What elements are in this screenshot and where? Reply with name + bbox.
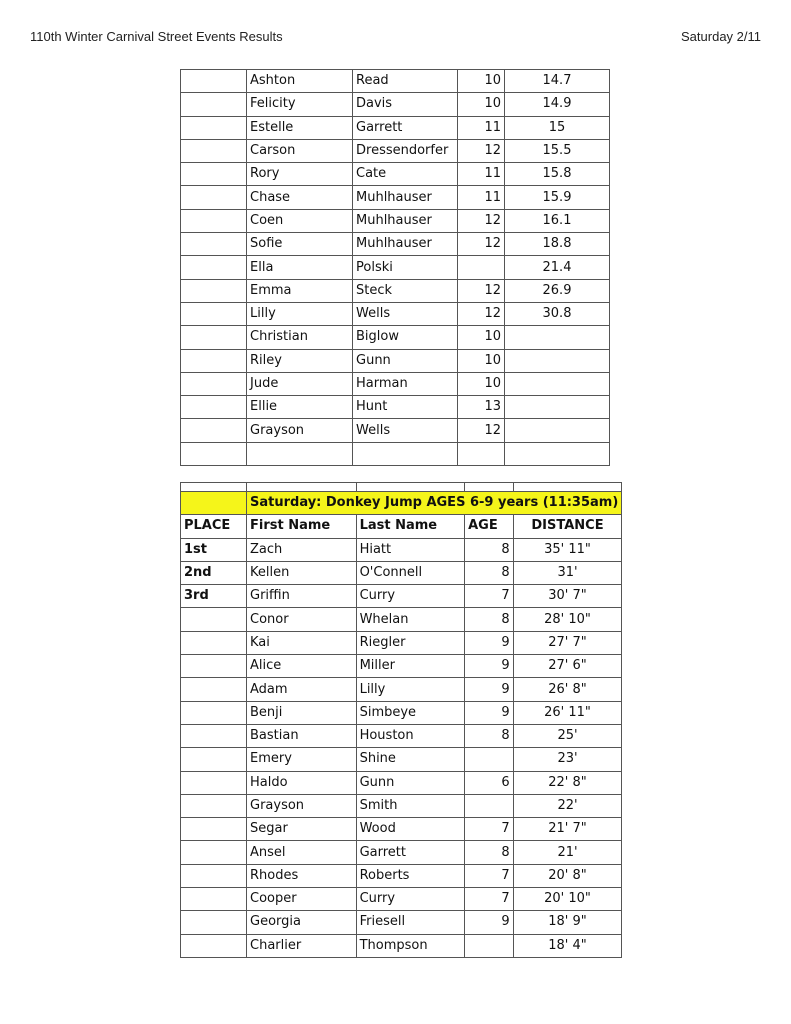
cell-result: 14.7 bbox=[505, 70, 610, 93]
cell-age bbox=[465, 794, 514, 817]
cell-first-name: Grayson bbox=[247, 794, 357, 817]
cell-age: 8 bbox=[465, 841, 514, 864]
cell-place bbox=[181, 748, 247, 771]
cell-place: 1st bbox=[181, 538, 247, 561]
cell-age: 9 bbox=[465, 678, 514, 701]
cell-last-name: Garrett bbox=[353, 116, 458, 139]
cell-last-name bbox=[353, 442, 458, 465]
cell-first-name: Haldo bbox=[247, 771, 357, 794]
cell-age bbox=[458, 256, 505, 279]
cell-result: 21' 7" bbox=[513, 818, 622, 841]
cell-first-name: Rhodes bbox=[247, 864, 357, 887]
cell-result: 25' bbox=[513, 724, 622, 747]
cell-first-name: Ashton bbox=[247, 70, 353, 93]
cell-result bbox=[505, 349, 610, 372]
cell-first-name: Cooper bbox=[247, 888, 357, 911]
cell-age: 11 bbox=[458, 163, 505, 186]
cell-age: 12 bbox=[458, 233, 505, 256]
cell-age: 10 bbox=[458, 349, 505, 372]
cell-result: 16.1 bbox=[505, 209, 610, 232]
table-row bbox=[181, 818, 622, 841]
cell-first-name bbox=[247, 442, 353, 465]
cell-first-name: Georgia bbox=[247, 911, 357, 934]
cell-age: 7 bbox=[465, 818, 514, 841]
cell-age: 8 bbox=[465, 608, 514, 631]
cell-age bbox=[458, 442, 505, 465]
cell-place bbox=[181, 163, 247, 186]
cell-last-name: Gunn bbox=[356, 771, 465, 794]
cell-result: 27' 7" bbox=[513, 631, 622, 654]
cell-result: 30' 7" bbox=[513, 585, 622, 608]
table-row bbox=[181, 116, 610, 139]
cell-age: 6 bbox=[465, 771, 514, 794]
table-row bbox=[181, 302, 610, 325]
column-header-place: PLACE bbox=[181, 515, 247, 538]
table-row bbox=[181, 794, 622, 817]
cell-result bbox=[505, 372, 610, 395]
table-row bbox=[181, 279, 610, 302]
cell-result bbox=[505, 396, 610, 419]
cell-place bbox=[181, 396, 247, 419]
cell-last-name: Hunt bbox=[353, 396, 458, 419]
cell-place bbox=[181, 186, 247, 209]
cell-result: 26' 11" bbox=[513, 701, 622, 724]
cell-last-name: Muhlhauser bbox=[353, 233, 458, 256]
spacer-row bbox=[181, 483, 622, 492]
results-table-donkey-jump bbox=[180, 482, 622, 958]
cell-first-name: Estelle bbox=[247, 116, 353, 139]
cell-age: 12 bbox=[458, 419, 505, 442]
cell-first-name: Ansel bbox=[247, 841, 357, 864]
table-row bbox=[181, 841, 622, 864]
cell-last-name: Wells bbox=[353, 302, 458, 325]
cell-place bbox=[181, 93, 247, 116]
cell-place bbox=[181, 116, 247, 139]
column-header-row bbox=[181, 515, 622, 538]
cell-result: 20' 8" bbox=[513, 864, 622, 887]
table-row bbox=[181, 70, 610, 93]
cell-place bbox=[181, 209, 247, 232]
cell-age: 12 bbox=[458, 139, 505, 162]
cell-result: 18' 4" bbox=[513, 934, 622, 957]
cell-last-name: Whelan bbox=[356, 608, 465, 631]
cell-place bbox=[181, 888, 247, 911]
cell-first-name: Chase bbox=[247, 186, 353, 209]
cell-place bbox=[181, 419, 247, 442]
table-row bbox=[181, 209, 610, 232]
cell-age: 9 bbox=[465, 631, 514, 654]
cell-first-name: Sofie bbox=[247, 233, 353, 256]
column-header-first-name: First Name bbox=[247, 515, 357, 538]
cell-age: 12 bbox=[458, 279, 505, 302]
cell-first-name: Christian bbox=[247, 326, 353, 349]
cell-last-name: Garrett bbox=[356, 841, 465, 864]
cell-place bbox=[181, 256, 247, 279]
cell-age: 7 bbox=[465, 888, 514, 911]
cell-first-name: Grayson bbox=[247, 419, 353, 442]
cell-last-name: Friesell bbox=[356, 911, 465, 934]
cell-last-name: Steck bbox=[353, 279, 458, 302]
table-row bbox=[181, 678, 622, 701]
cell-first-name: Riley bbox=[247, 349, 353, 372]
cell-result: 26.9 bbox=[505, 279, 610, 302]
cell-first-name: Bastian bbox=[247, 724, 357, 747]
cell-first-name: Griffin bbox=[247, 585, 357, 608]
cell-first-name: Benji bbox=[247, 701, 357, 724]
document-date: Saturday 2/11 bbox=[681, 29, 761, 44]
cell-age: 7 bbox=[465, 864, 514, 887]
cell-result bbox=[505, 419, 610, 442]
cell-place bbox=[181, 631, 247, 654]
cell-result: 22' 8" bbox=[513, 771, 622, 794]
cell-place bbox=[181, 233, 247, 256]
cell-result: 15.9 bbox=[505, 186, 610, 209]
table-row bbox=[181, 911, 622, 934]
cell-last-name: Riegler bbox=[356, 631, 465, 654]
cell-age: 11 bbox=[458, 186, 505, 209]
cell-first-name: Kai bbox=[247, 631, 357, 654]
table-row bbox=[181, 93, 610, 116]
cell-result: 27' 6" bbox=[513, 655, 622, 678]
cell-first-name: Kellen bbox=[247, 561, 357, 584]
cell-age bbox=[465, 748, 514, 771]
cell-age: 12 bbox=[458, 209, 505, 232]
cell-result: 15.5 bbox=[505, 139, 610, 162]
cell-result: 21.4 bbox=[505, 256, 610, 279]
cell-place bbox=[181, 302, 247, 325]
cell-last-name: Smith bbox=[356, 794, 465, 817]
cell-place: 2nd bbox=[181, 561, 247, 584]
cell-last-name: O'Connell bbox=[356, 561, 465, 584]
cell-last-name: Biglow bbox=[353, 326, 458, 349]
cell-place bbox=[181, 841, 247, 864]
table-row bbox=[181, 724, 622, 747]
table-row bbox=[181, 186, 610, 209]
cell-last-name: Miller bbox=[356, 655, 465, 678]
cell-place bbox=[181, 818, 247, 841]
table-row bbox=[181, 419, 610, 442]
cell-last-name: Wells bbox=[353, 419, 458, 442]
cell-place bbox=[181, 934, 247, 957]
cell-place: 3rd bbox=[181, 585, 247, 608]
cell-first-name: Alice bbox=[247, 655, 357, 678]
table-row bbox=[181, 442, 610, 465]
cell-result bbox=[505, 326, 610, 349]
table-row bbox=[181, 538, 622, 561]
table-row bbox=[181, 163, 610, 186]
cell-result: 21' bbox=[513, 841, 622, 864]
table-row bbox=[181, 864, 622, 887]
cell-last-name: Read bbox=[353, 70, 458, 93]
cell-last-name: Thompson bbox=[356, 934, 465, 957]
cell-last-name: Hiatt bbox=[356, 538, 465, 561]
column-header-distance: DISTANCE bbox=[513, 515, 622, 538]
cell-last-name: Dressendorfer bbox=[353, 139, 458, 162]
table-row bbox=[181, 396, 610, 419]
table-row bbox=[181, 256, 610, 279]
cell-last-name: Polski bbox=[353, 256, 458, 279]
table-row bbox=[181, 748, 622, 771]
cell-last-name: Roberts bbox=[356, 864, 465, 887]
table-row bbox=[181, 631, 622, 654]
cell-place bbox=[181, 655, 247, 678]
cell-first-name: Carson bbox=[247, 139, 353, 162]
cell-age: 13 bbox=[458, 396, 505, 419]
cell-result: 31' bbox=[513, 561, 622, 584]
cell-last-name: Davis bbox=[353, 93, 458, 116]
table-row bbox=[181, 608, 622, 631]
cell-age: 11 bbox=[458, 116, 505, 139]
cell-place bbox=[181, 279, 247, 302]
cell-last-name: Curry bbox=[356, 888, 465, 911]
cell-result: 23' bbox=[513, 748, 622, 771]
table-row bbox=[181, 655, 622, 678]
cell-place bbox=[181, 349, 247, 372]
cell-first-name: Felicity bbox=[247, 93, 353, 116]
cell-result: 18' 9" bbox=[513, 911, 622, 934]
cell-first-name: Conor bbox=[247, 608, 357, 631]
table-row bbox=[181, 585, 622, 608]
cell-result bbox=[505, 442, 610, 465]
table-row bbox=[181, 771, 622, 794]
cell-result: 30.8 bbox=[505, 302, 610, 325]
table-row bbox=[181, 326, 610, 349]
cell-result: 14.9 bbox=[505, 93, 610, 116]
cell-place bbox=[181, 608, 247, 631]
column-header-last-name: Last Name bbox=[356, 515, 465, 538]
cell-age: 10 bbox=[458, 326, 505, 349]
cell-age: 7 bbox=[465, 585, 514, 608]
cell-last-name: Shine bbox=[356, 748, 465, 771]
cell-first-name: Adam bbox=[247, 678, 357, 701]
cell-result: 15 bbox=[505, 116, 610, 139]
table-row bbox=[181, 934, 622, 957]
document-title: 110th Winter Carnival Street Events Results bbox=[30, 29, 283, 44]
cell-first-name: Rory bbox=[247, 163, 353, 186]
cell-result: 26' 8" bbox=[513, 678, 622, 701]
cell-age: 8 bbox=[465, 561, 514, 584]
cell-age: 9 bbox=[465, 701, 514, 724]
cell-last-name: Gunn bbox=[353, 349, 458, 372]
cell-last-name: Houston bbox=[356, 724, 465, 747]
table-row bbox=[181, 233, 610, 256]
cell-result: 15.8 bbox=[505, 163, 610, 186]
cell-place bbox=[181, 794, 247, 817]
cell-age: 10 bbox=[458, 93, 505, 116]
cell-age: 10 bbox=[458, 372, 505, 395]
cell-place bbox=[181, 326, 247, 349]
cell-place bbox=[181, 139, 247, 162]
cell-place bbox=[181, 678, 247, 701]
cell-last-name: Curry bbox=[356, 585, 465, 608]
cell-first-name: Jude bbox=[247, 372, 353, 395]
cell-place bbox=[181, 911, 247, 934]
table-row bbox=[181, 372, 610, 395]
cell-last-name: Muhlhauser bbox=[353, 186, 458, 209]
cell-last-name: Muhlhauser bbox=[353, 209, 458, 232]
table-row bbox=[181, 888, 622, 911]
cell-last-name: Harman bbox=[353, 372, 458, 395]
cell-age: 8 bbox=[465, 538, 514, 561]
cell-first-name: Lilly bbox=[247, 302, 353, 325]
cell-age: 10 bbox=[458, 70, 505, 93]
cell-place bbox=[181, 442, 247, 465]
table-row bbox=[181, 701, 622, 724]
cell-last-name: Wood bbox=[356, 818, 465, 841]
cell-first-name: Ella bbox=[247, 256, 353, 279]
cell-last-name: Cate bbox=[353, 163, 458, 186]
event-title-row bbox=[181, 492, 622, 515]
cell-first-name: Emma bbox=[247, 279, 353, 302]
cell-first-name: Coen bbox=[247, 209, 353, 232]
cell-place bbox=[181, 70, 247, 93]
cell-result: 20' 10" bbox=[513, 888, 622, 911]
table-row bbox=[181, 139, 610, 162]
table-row bbox=[181, 349, 610, 372]
cell-last-name: Lilly bbox=[356, 678, 465, 701]
cell-first-name: Emery bbox=[247, 748, 357, 771]
cell-age: 8 bbox=[465, 724, 514, 747]
cell-age: 9 bbox=[465, 911, 514, 934]
cell-result: 18.8 bbox=[505, 233, 610, 256]
cell-first-name: Zach bbox=[247, 538, 357, 561]
cell-first-name: Segar bbox=[247, 818, 357, 841]
cell-first-name: Charlier bbox=[247, 934, 357, 957]
cell-result: 35' 11" bbox=[513, 538, 622, 561]
results-table-previous-event bbox=[180, 69, 610, 466]
column-header-age: AGE bbox=[465, 515, 514, 538]
cell-last-name: Simbeye bbox=[356, 701, 465, 724]
cell-place bbox=[181, 771, 247, 794]
cell-place bbox=[181, 864, 247, 887]
cell-first-name: Ellie bbox=[247, 396, 353, 419]
cell-age: 12 bbox=[458, 302, 505, 325]
cell-result: 22' bbox=[513, 794, 622, 817]
cell-result: 28' 10" bbox=[513, 608, 622, 631]
cell-place bbox=[181, 372, 247, 395]
table-row bbox=[181, 561, 622, 584]
cell-age: 9 bbox=[465, 655, 514, 678]
cell-age bbox=[465, 934, 514, 957]
event-title: Saturday: Donkey Jump AGES 6-9 years (11:35am) bbox=[247, 492, 622, 515]
cell-place bbox=[181, 724, 247, 747]
cell-place bbox=[181, 701, 247, 724]
